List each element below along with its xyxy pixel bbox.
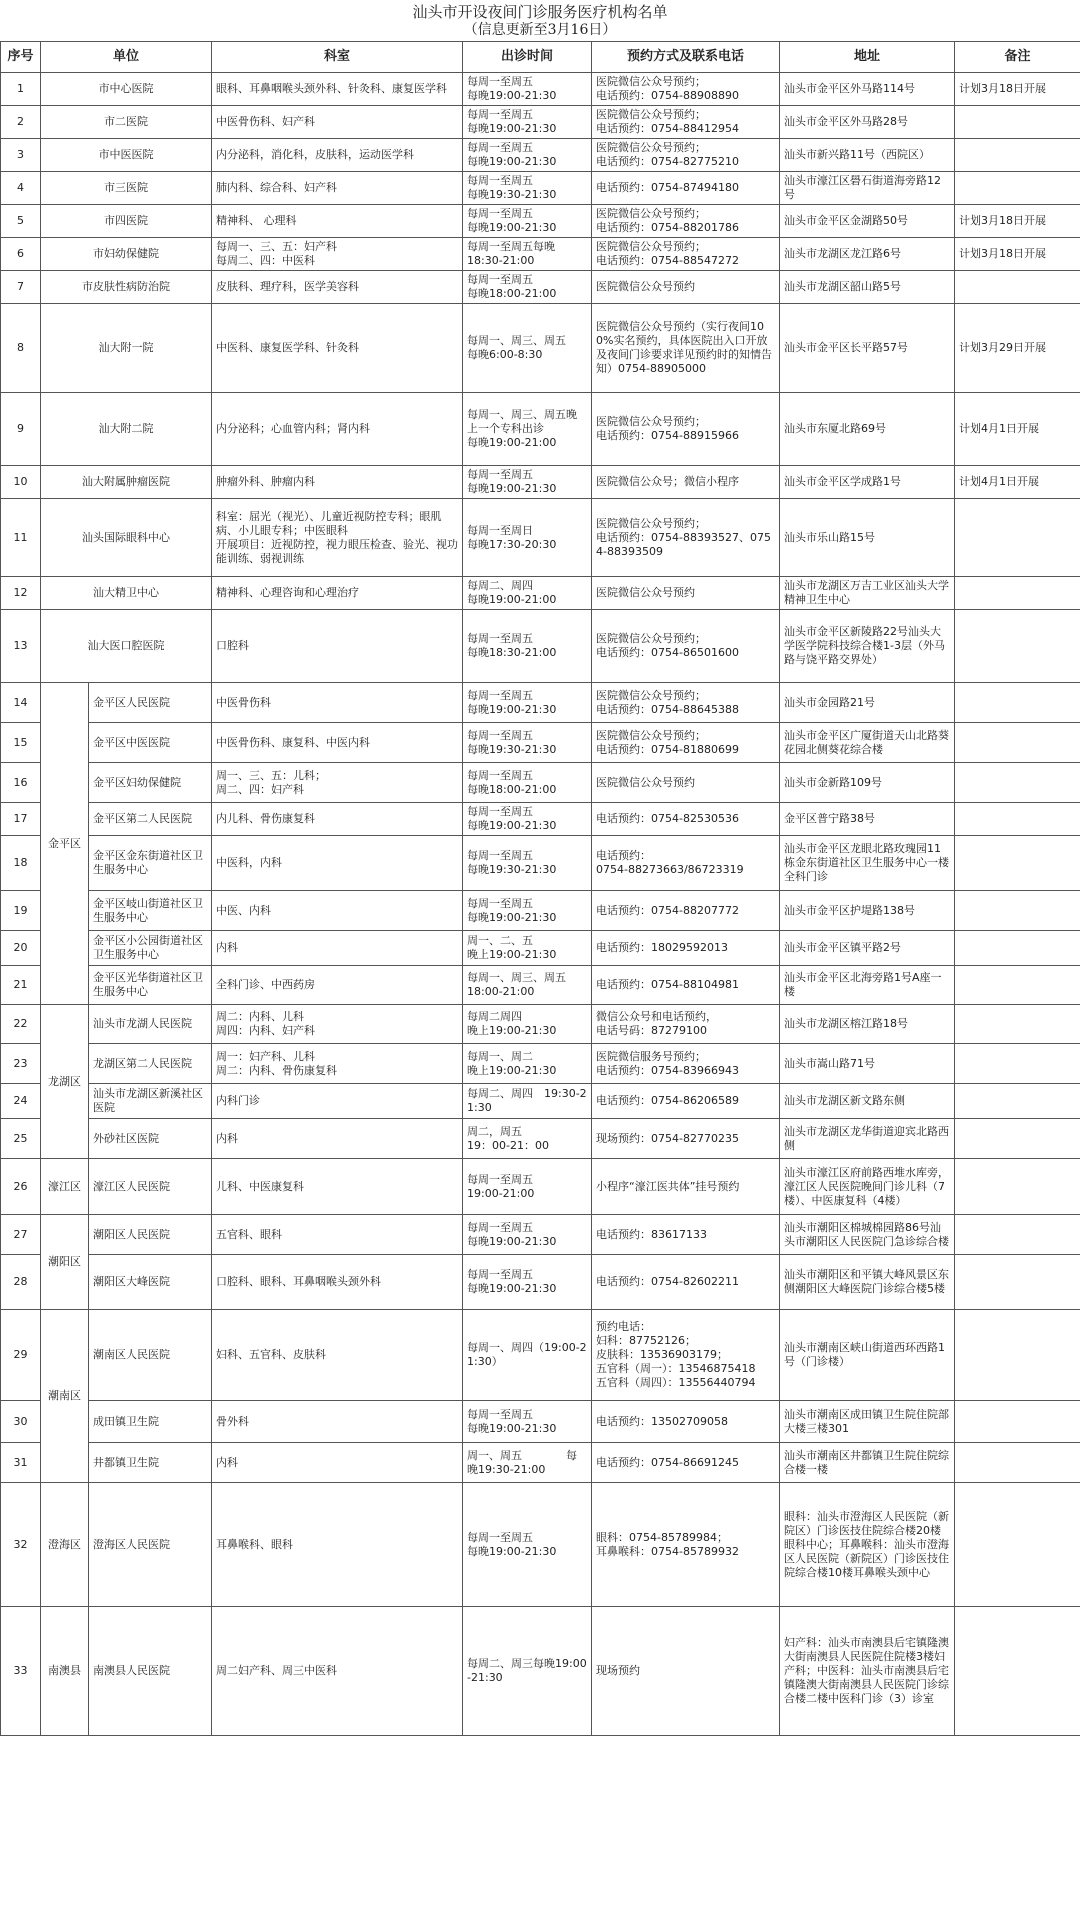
- address: 汕头市潮阳区棉城棉园路86号汕头市潮阳区人民医院门急诊综合楼: [780, 1215, 955, 1255]
- address: 汕头市金平区广厦街道天山北路葵花园北侧葵花综合楼: [780, 723, 955, 763]
- remark: [955, 1159, 1080, 1215]
- department: 耳鼻喉科、眼科: [212, 1483, 463, 1607]
- clinic-hours: 每周一至周五 每晚19:00-21:30: [463, 205, 592, 238]
- unit-name: 市中心医院: [41, 73, 212, 106]
- department: 眼科、耳鼻咽喉头颈外科、针灸科、康复医学科: [212, 73, 463, 106]
- remark: 计划3月18日开展: [955, 73, 1080, 106]
- department: 中医科、康复医学科、针灸科: [212, 304, 463, 393]
- booking-contact: 现场预约: [592, 1607, 780, 1736]
- booking-contact: 医院微信公众号预约； 电话预约：0754-86501600: [592, 610, 780, 683]
- table-row: [1, 723, 1080, 763]
- table-row: [1, 1159, 1080, 1215]
- row-number: 24: [1, 1084, 41, 1119]
- booking-contact: 小程序“濠江医共体”挂号预约: [592, 1159, 780, 1215]
- booking-contact: 电话预约：13502709058: [592, 1401, 780, 1443]
- remark: [955, 1084, 1080, 1119]
- booking-contact: 医院微信公众号预约； 电话预约：0754-88201786: [592, 205, 780, 238]
- table-body: [1, 73, 1080, 1736]
- address: 汕头市潮阳区和平镇大峰风景区东侧潮阳区大峰医院门诊综合楼5楼: [780, 1255, 955, 1310]
- district-label: 龙湖区: [41, 1005, 89, 1159]
- table-row: [1, 1401, 1080, 1443]
- department: 中医骨伤科: [212, 683, 463, 723]
- clinic-hours: 每周二、周三每晚19:00-21:30: [463, 1607, 592, 1736]
- booking-contact: 电话预约：0754-88104981: [592, 966, 780, 1005]
- remark: [955, 966, 1080, 1005]
- remark: [955, 1255, 1080, 1310]
- booking-contact: 医院微信服务号预约； 电话预约：0754-83966943: [592, 1044, 780, 1084]
- table-row: [1, 271, 1080, 304]
- booking-contact: 预约电话： 妇科：87752126； 皮肤科：13536903179； 五官科（周一）：13546875418 五官科（周四）：13556440794: [592, 1310, 780, 1401]
- clinic-hours: 每周一至周五 每晚18:00-21:00: [463, 271, 592, 304]
- district-label: 潮南区: [41, 1310, 89, 1483]
- address: 汕头市金平区北海旁路1号A座一楼: [780, 966, 955, 1005]
- clinic-hours: 每周一至周五 每晚19:30-21:30: [463, 723, 592, 763]
- department: 中医骨伤科、妇产科: [212, 106, 463, 139]
- table-row: [1, 499, 1080, 577]
- unit-name: 汕头市龙湖人民医院: [89, 1005, 212, 1044]
- unit-name: 汕大附属肿瘤医院: [41, 466, 212, 499]
- department: 中医科，内科: [212, 836, 463, 891]
- remark: [955, 1119, 1080, 1159]
- department: 儿科、中医康复科: [212, 1159, 463, 1215]
- unit-name: 金平区人民医院: [89, 683, 212, 723]
- address: 妇产科：汕头市南澳县后宅镇隆澳大街南澳县人民医院住院楼3楼妇产科；中医科：汕头市南澳县后宅镇隆澳大街南澳县人民医院门诊综合楼二楼中医科门诊（3）诊室: [780, 1607, 955, 1736]
- booking-contact: 医院微信公众号；微信小程序: [592, 466, 780, 499]
- unit-name: 汕大附二院: [41, 393, 212, 466]
- district-label: 南澳县: [41, 1607, 89, 1736]
- row-number: 27: [1, 1215, 41, 1255]
- department: 内儿科、骨伤康复科: [212, 803, 463, 836]
- unit-name: 市中医医院: [41, 139, 212, 172]
- table-row: [1, 466, 1080, 499]
- booking-contact: 微信公众号和电话预约， 电话号码：87279100: [592, 1005, 780, 1044]
- table-row: [1, 577, 1080, 610]
- booking-contact: 医院微信公众号预约； 电话预约：0754-88645388: [592, 683, 780, 723]
- remark: 计划4月1日开展: [955, 466, 1080, 499]
- row-number: 25: [1, 1119, 41, 1159]
- department: 中医、内科: [212, 891, 463, 931]
- unit-name: 汕大附一院: [41, 304, 212, 393]
- address: 汕头市濠江区府前路西堆水库旁，濠江区人民医院晚间门诊儿科（7楼）、中医康复科（4楼）: [780, 1159, 955, 1215]
- department: 口腔科: [212, 610, 463, 683]
- department: 内科门诊: [212, 1084, 463, 1119]
- table-row: [1, 139, 1080, 172]
- department: 妇科、五官科、皮肤科: [212, 1310, 463, 1401]
- table-row: [1, 172, 1080, 205]
- remark: [955, 1044, 1080, 1084]
- booking-contact: 电话预约：0754-88207772: [592, 891, 780, 931]
- district-label: 澄海区: [41, 1483, 89, 1607]
- clinic-hours: 每周一至周五 每晚18:30-21:00: [463, 610, 592, 683]
- unit-name: 汕头国际眼科中心: [41, 499, 212, 577]
- address: 汕头市龙湖区韶山路5号: [780, 271, 955, 304]
- department: 全科门诊、中西药房: [212, 966, 463, 1005]
- address: 汕头市金平区学成路1号: [780, 466, 955, 499]
- address: 汕头市金平区龙眼北路玫瑰园11栋金东街道社区卫生服务中心一楼全科门诊: [780, 836, 955, 891]
- booking-contact: 医院微信公众号预约； 电话预约：0754-88412954: [592, 106, 780, 139]
- clinic-hours: 每周一至周五 每晚19:00-21:30: [463, 1255, 592, 1310]
- row-number: 3: [1, 139, 41, 172]
- table-row: [1, 891, 1080, 931]
- clinic-hours: 每周一、周二 晚上19:00-21:30: [463, 1044, 592, 1084]
- row-number: 14: [1, 683, 41, 723]
- remark: 计划3月18日开展: [955, 205, 1080, 238]
- unit-name: 龙湖区第二人民医院: [89, 1044, 212, 1084]
- clinic-hours: 每周一至周五 每晚19:00-21:30: [463, 891, 592, 931]
- address: 金平区普宁路38号: [780, 803, 955, 836]
- department: 周二妇产科、周三中医科: [212, 1607, 463, 1736]
- header-address: 地址: [780, 42, 955, 73]
- table-row: [1, 1310, 1080, 1401]
- district-label: 潮阳区: [41, 1215, 89, 1310]
- table-row: [1, 1044, 1080, 1084]
- department: 中医骨伤科、康复科、中医内科: [212, 723, 463, 763]
- row-number: 8: [1, 304, 41, 393]
- unit-name: 金平区第二人民医院: [89, 803, 212, 836]
- table-row: [1, 205, 1080, 238]
- address: 汕头市龙湖区万吉工业区汕头大学精神卫生中心: [780, 577, 955, 610]
- address: 汕头市龙湖区新文路东侧: [780, 1084, 955, 1119]
- booking-contact: 电话预约：0754-82530536: [592, 803, 780, 836]
- clinic-hours: 每周一至周五 每晚19:00-21:30: [463, 1401, 592, 1443]
- unit-name: 汕头市龙湖区新溪社区医院: [89, 1084, 212, 1119]
- unit-name: 市二医院: [41, 106, 212, 139]
- table-row: [1, 683, 1080, 723]
- unit-name: 市妇幼保健院: [41, 238, 212, 271]
- department: 五官科、眼科: [212, 1215, 463, 1255]
- unit-name: 外砂社区医院: [89, 1119, 212, 1159]
- address: 汕头市龙湖区榕江路18号: [780, 1005, 955, 1044]
- address: 汕头市新兴路11号（西院区）: [780, 139, 955, 172]
- row-number: 5: [1, 205, 41, 238]
- unit-name: 成田镇卫生院: [89, 1401, 212, 1443]
- booking-contact: 医院微信公众号预约: [592, 271, 780, 304]
- table-row: [1, 1084, 1080, 1119]
- address: 汕头市金平区镇平路2号: [780, 931, 955, 966]
- remark: [955, 499, 1080, 577]
- remark: [955, 723, 1080, 763]
- table-row: [1, 610, 1080, 683]
- remark: [955, 1443, 1080, 1483]
- row-number: 21: [1, 966, 41, 1005]
- department: 皮肤科、理疗科，医学美容科: [212, 271, 463, 304]
- remark: [955, 1005, 1080, 1044]
- department: 内分泌科，消化科，皮肤科，运动医学科: [212, 139, 463, 172]
- department: 内科: [212, 1443, 463, 1483]
- booking-contact: 医院微信公众号预约； 电话预约：0754-82775210: [592, 139, 780, 172]
- unit-name: 市三医院: [41, 172, 212, 205]
- table-row: [1, 393, 1080, 466]
- address: 汕头市潮南区成田镇卫生院住院部大楼三楼301: [780, 1401, 955, 1443]
- page-subtitle: （信息更新至3月16日）: [463, 22, 617, 38]
- booking-contact: 医院微信公众号预约； 电话预约：0754-88915966: [592, 393, 780, 466]
- unit-name: 澄海区人民医院: [89, 1483, 212, 1607]
- row-number: 15: [1, 723, 41, 763]
- table-row: [1, 966, 1080, 1005]
- table-row: [1, 106, 1080, 139]
- row-number: 32: [1, 1483, 41, 1607]
- remark: [955, 577, 1080, 610]
- header-unit: 单位: [41, 42, 212, 73]
- clinic-hours: 每周一至周五 每晚19:00-21:30: [463, 683, 592, 723]
- row-number: 20: [1, 931, 41, 966]
- clinic-hours: 每周一至周五 每晚19:00-21:30: [463, 73, 592, 106]
- department: 科室：屈光（视光）、儿童近视防控专科；眼肌病、小儿眼专科；中医眼科 开展项目：近视防控，视力眼压检查、验光、视功能训练、弱视训练: [212, 499, 463, 577]
- unit-name: 市四医院: [41, 205, 212, 238]
- remark: [955, 1483, 1080, 1607]
- booking-contact: 眼科：0754-85789984； 耳鼻喉科：0754-85789932: [592, 1483, 780, 1607]
- remark: [955, 931, 1080, 966]
- address: 汕头市龙湖区龙华街道迎宾北路西侧: [780, 1119, 955, 1159]
- clinic-hours: 每周一、周三、周五 每晚6:00-8:30: [463, 304, 592, 393]
- clinic-hours: 周二，周五 19：00-21：00: [463, 1119, 592, 1159]
- clinic-hours: 每周一至周五 每晚18:00-21:00: [463, 763, 592, 803]
- header-contact: 预约方式及联系电话: [592, 42, 780, 73]
- clinic-hours: 每周一至周五 每晚19:00-21:30: [463, 803, 592, 836]
- department: 周一：妇产科、儿科 周二：内科、骨伤康复科: [212, 1044, 463, 1084]
- unit-name: 金平区中医医院: [89, 723, 212, 763]
- row-number: 12: [1, 577, 41, 610]
- remark: [955, 1607, 1080, 1736]
- remark: [955, 172, 1080, 205]
- clinic-hours: 周一、二、五 晚上19:00-21:30: [463, 931, 592, 966]
- address: 汕头市金平区长平路57号: [780, 304, 955, 393]
- unit-name: 市皮肤性病防治院: [41, 271, 212, 304]
- table-row: [1, 1119, 1080, 1159]
- address: 汕头市乐山路15号: [780, 499, 955, 577]
- clinic-hours: 每周一、周四（19:00-21:30）: [463, 1310, 592, 1401]
- booking-contact: 医院微信公众号预约: [592, 763, 780, 803]
- address: 汕头市嵩山路71号: [780, 1044, 955, 1084]
- unit-name: 汕大医口腔医院: [41, 610, 212, 683]
- remark: [955, 836, 1080, 891]
- row-number: 30: [1, 1401, 41, 1443]
- unit-name: 潮南区人民医院: [89, 1310, 212, 1401]
- remark: [955, 803, 1080, 836]
- unit-name: 汕大精卫中心: [41, 577, 212, 610]
- booking-contact: 医院微信公众号预约； 电话预约：0754-88547272: [592, 238, 780, 271]
- row-number: 31: [1, 1443, 41, 1483]
- row-number: 18: [1, 836, 41, 891]
- booking-contact: 医院微信公众号预约； 电话预约：0754-81880699: [592, 723, 780, 763]
- booking-contact: 电话预约：0754-86206589: [592, 1084, 780, 1119]
- department: 周一、三、五：儿科； 周二、四：妇产科: [212, 763, 463, 803]
- clinic-hours: 每周一至周五 每晚19:00-21:30: [463, 466, 592, 499]
- booking-contact: 医院微信公众号预约； 电话预约：0754-88393527、0754-88393509: [592, 499, 780, 577]
- header-row: [1, 42, 1080, 73]
- row-number: 22: [1, 1005, 41, 1044]
- department: 肿瘤外科、肿瘤内科: [212, 466, 463, 499]
- header-dept: 科室: [212, 42, 463, 73]
- table-row: [1, 1215, 1080, 1255]
- row-number: 10: [1, 466, 41, 499]
- address: 汕头市东厦北路69号: [780, 393, 955, 466]
- booking-contact: 电话预约：83617133: [592, 1215, 780, 1255]
- district-label: 濠江区: [41, 1159, 89, 1215]
- table-row: [1, 1255, 1080, 1310]
- department: 肺内科、综合科、妇产科: [212, 172, 463, 205]
- booking-contact: 电话预约：0754-87494180: [592, 172, 780, 205]
- header-no: 序号: [1, 42, 41, 73]
- booking-contact: 电话预约： 0754-88273663/86723319: [592, 836, 780, 891]
- page-title: 汕头市开设夜间门诊服务医疗机构名单: [412, 3, 668, 21]
- table-row: [1, 763, 1080, 803]
- remark: 计划4月1日开展: [955, 393, 1080, 466]
- table-row: [1, 304, 1080, 393]
- clinic-hours: 每周一至周五 每晚19:00-21:30: [463, 139, 592, 172]
- district-label: 金平区: [41, 683, 89, 1005]
- remark: [955, 683, 1080, 723]
- row-number: 29: [1, 1310, 41, 1401]
- clinic-hours: 每周一至周日 每晚17:30-20:30: [463, 499, 592, 577]
- address: 汕头市金平区护堤路138号: [780, 891, 955, 931]
- header-note: 备注: [955, 42, 1080, 73]
- clinic-hours: 每周一至周五 每晚19:00-21:30: [463, 106, 592, 139]
- row-number: 26: [1, 1159, 41, 1215]
- table-row: [1, 238, 1080, 271]
- remark: 计划3月29日开展: [955, 304, 1080, 393]
- address: 汕头市金平区金湖路50号: [780, 205, 955, 238]
- clinic-hours: 每周一至周五 每晚19:30-21:30: [463, 172, 592, 205]
- address: 汕头市金平区新陵路22号汕头大学医学院科技综合楼1-3层（外马路与饶平路交界处）: [780, 610, 955, 683]
- clinic-hours: 每周二、周四 19:30-21:30: [463, 1084, 592, 1119]
- unit-name: 金平区妇幼保健院: [89, 763, 212, 803]
- department: 内分泌科；心血管内科；肾内科: [212, 393, 463, 466]
- unit-name: 金平区光华街道社区卫生服务中心: [89, 966, 212, 1005]
- clinic-hours: 每周二周四 晚上19:00-21:30: [463, 1005, 592, 1044]
- booking-contact: 医院微信公众号预约: [592, 577, 780, 610]
- table-row: [1, 1483, 1080, 1607]
- clinic-hours: 周一、周五 每晚19:30-21:00: [463, 1443, 592, 1483]
- department: 内科: [212, 1119, 463, 1159]
- table-row: [1, 1443, 1080, 1483]
- address: 汕头市濠江区礐石街道海旁路12号: [780, 172, 955, 205]
- booking-contact: 电话预约：0754-86691245: [592, 1443, 780, 1483]
- clinic-hours: 每周一、周三、周五晚上一个专科出诊 每晚19:00-21:00: [463, 393, 592, 466]
- table-row: [1, 931, 1080, 966]
- row-number: 9: [1, 393, 41, 466]
- address: 汕头市潮南区井都镇卫生院住院综合楼一楼: [780, 1443, 955, 1483]
- row-number: 28: [1, 1255, 41, 1310]
- table-row: [1, 1607, 1080, 1736]
- row-number: 19: [1, 891, 41, 931]
- address: 汕头市金新路109号: [780, 763, 955, 803]
- address: 汕头市金园路21号: [780, 683, 955, 723]
- header-time: 出诊时间: [463, 42, 592, 73]
- row-number: 11: [1, 499, 41, 577]
- table-row: [1, 1005, 1080, 1044]
- department: 内科: [212, 931, 463, 966]
- remark: [955, 139, 1080, 172]
- row-number: 7: [1, 271, 41, 304]
- booking-contact: 医院微信公众号预约（实行夜间100%实名预约，具体医院出入口开放及夜间门诊要求详见预约时的知情告知）0754-88905000: [592, 304, 780, 393]
- department: 周二：内科、儿科 周四：内科、妇产科: [212, 1005, 463, 1044]
- table-row: [1, 836, 1080, 891]
- table-row: [1, 73, 1080, 106]
- unit-name: 金平区岐山街道社区卫生服务中心: [89, 891, 212, 931]
- unit-name: 潮阳区人民医院: [89, 1215, 212, 1255]
- remark: [955, 1215, 1080, 1255]
- address: 汕头市龙湖区龙江路6号: [780, 238, 955, 271]
- clinic-hours: 每周一至周五 每晚19:00-21:30: [463, 1215, 592, 1255]
- clinic-table: [0, 41, 1080, 1736]
- row-number: 1: [1, 73, 41, 106]
- row-number: 13: [1, 610, 41, 683]
- unit-name: 金平区小公园街道社区卫生服务中心: [89, 931, 212, 966]
- remark: [955, 271, 1080, 304]
- row-number: 2: [1, 106, 41, 139]
- row-number: 23: [1, 1044, 41, 1084]
- clinic-hours: 每周一至周五 19:00-21:00: [463, 1159, 592, 1215]
- clinic-hours: 每周一至周五 每晚19:00-21:30: [463, 1483, 592, 1607]
- department: 精神科、心理咨询和心理治疗: [212, 577, 463, 610]
- row-number: 16: [1, 763, 41, 803]
- remark: [955, 891, 1080, 931]
- department: 口腔科、眼科、耳鼻咽喉头颈外科: [212, 1255, 463, 1310]
- booking-contact: 医院微信公众号预约； 电话预约：0754-88908890: [592, 73, 780, 106]
- unit-name: 井都镇卫生院: [89, 1443, 212, 1483]
- booking-contact: 现场预约：0754-82770235: [592, 1119, 780, 1159]
- department: 每周一、三、五：妇产科 每周二、四：中医科: [212, 238, 463, 271]
- clinic-hours: 每周二、周四 每晚19:00-21:00: [463, 577, 592, 610]
- unit-name: 潮阳区大峰医院: [89, 1255, 212, 1310]
- remark: [955, 610, 1080, 683]
- unit-name: 南澳县人民医院: [89, 1607, 212, 1736]
- remark: [955, 106, 1080, 139]
- clinic-hours: 每周一至周五每晚 18:30-21:00: [463, 238, 592, 271]
- department: 精神科、 心理科: [212, 205, 463, 238]
- department: 骨外科: [212, 1401, 463, 1443]
- remark: 计划3月18日开展: [955, 238, 1080, 271]
- address: 眼科：汕头市澄海区人民医院（新院区）门诊医技住院综合楼20楼眼科中心；耳鼻喉科：汕头市澄海区人民医院（新院区）门诊医技住院综合楼10楼耳鼻喉头颈中心: [780, 1483, 955, 1607]
- address: 汕头市潮南区峡山街道西环西路1号（门诊楼）: [780, 1310, 955, 1401]
- title-block: [0, 0, 1080, 41]
- table-row: [1, 803, 1080, 836]
- address: 汕头市金平区外马路114号: [780, 73, 955, 106]
- booking-contact: 电话预约：0754-82602211: [592, 1255, 780, 1310]
- remark: [955, 1401, 1080, 1443]
- address: 汕头市金平区外马路28号: [780, 106, 955, 139]
- row-number: 6: [1, 238, 41, 271]
- remark: [955, 763, 1080, 803]
- unit-name: 金平区金东街道社区卫生服务中心: [89, 836, 212, 891]
- row-number: 17: [1, 803, 41, 836]
- row-number: 33: [1, 1607, 41, 1736]
- clinic-hours: 每周一、周三、周五 18:00-21:00: [463, 966, 592, 1005]
- clinic-hours: 每周一至周五 每晚19:30-21:30: [463, 836, 592, 891]
- booking-contact: 电话预约：18029592013: [592, 931, 780, 966]
- unit-name: 濠江区人民医院: [89, 1159, 212, 1215]
- remark: [955, 1310, 1080, 1401]
- row-number: 4: [1, 172, 41, 205]
